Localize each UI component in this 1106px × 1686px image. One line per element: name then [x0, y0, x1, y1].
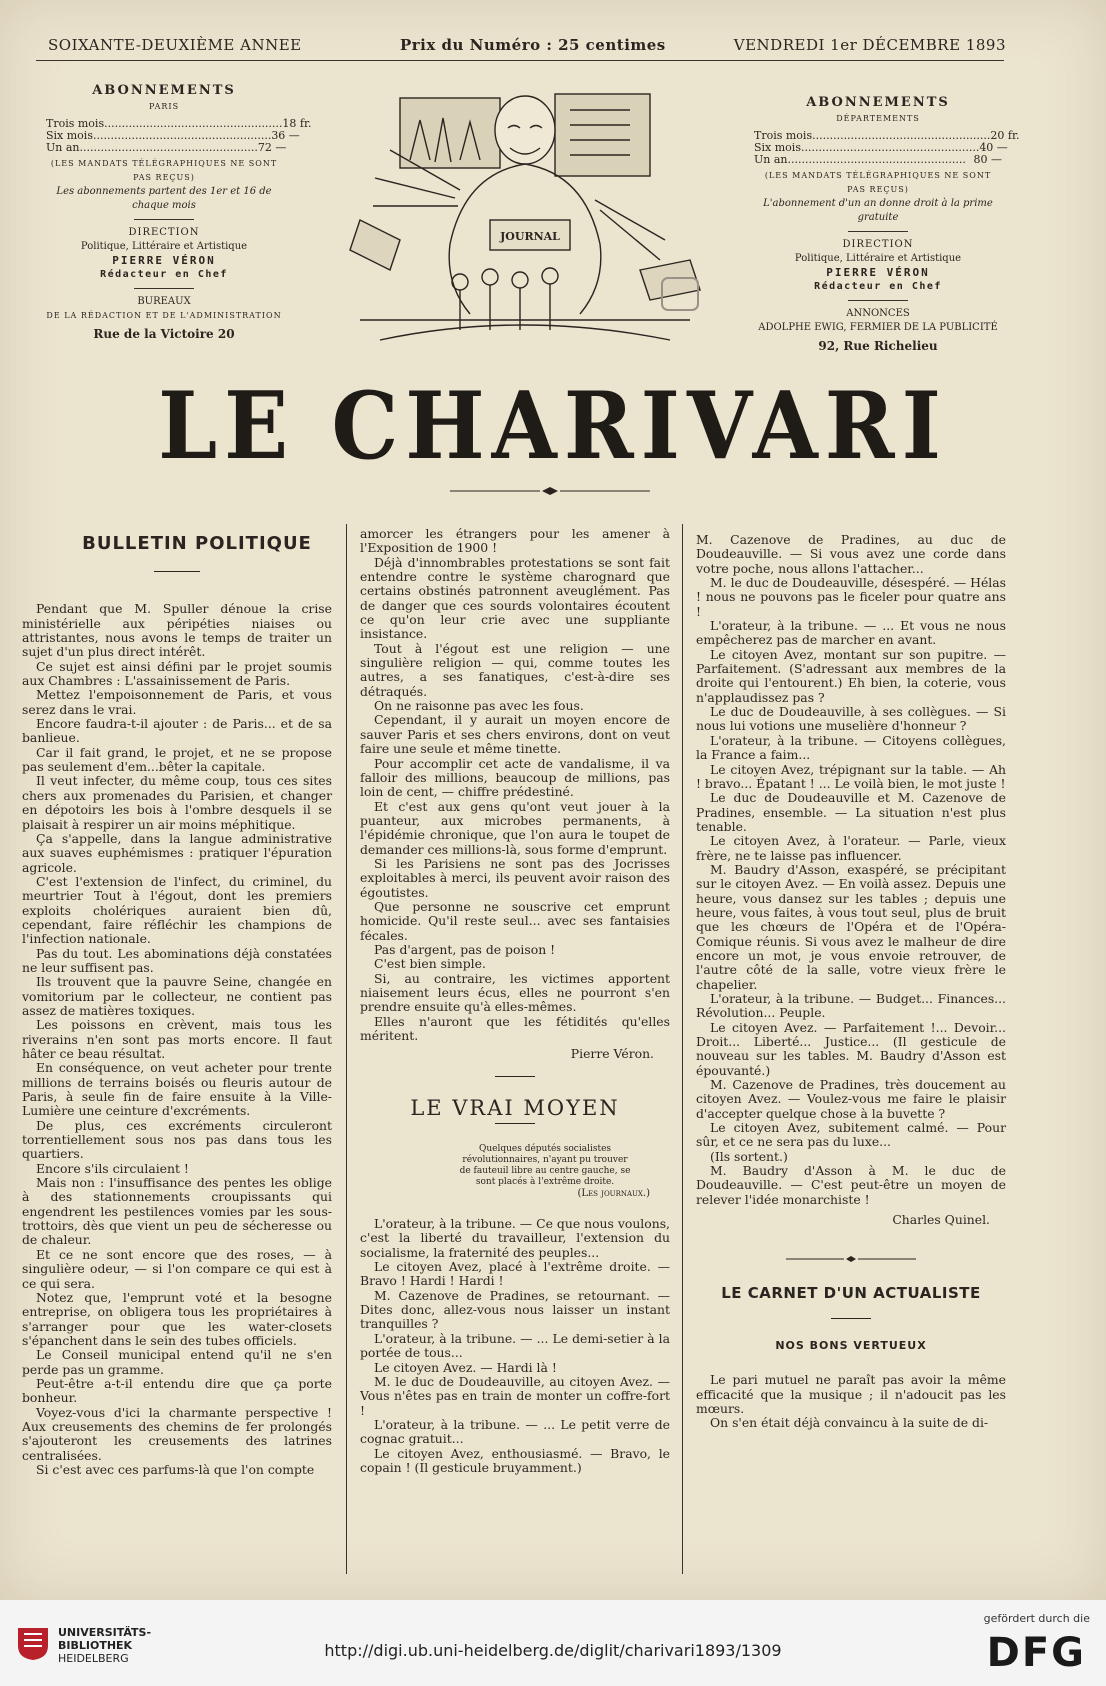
direction-title: DIRECTION	[842, 239, 914, 250]
column-middle	[360, 527, 670, 1475]
masthead-ornament	[450, 486, 650, 496]
subscriptions-sub: PARIS	[148, 102, 180, 111]
paragraph: Mettez l'empoisonnement de Paris, et vous serez dans le vrai.	[22, 687, 332, 717]
editor-role: Rédacteur en Chef	[814, 281, 942, 292]
paragraph: Et ce ne sont encore que des roses, — à singulière odeur, — si l'on compare ce qui est à ce qui sera.	[22, 1246, 332, 1291]
column-separator	[346, 524, 347, 1574]
paragraph: Le citoyen Avez, montant sur son pupitre. — Parfaitement. (S'adressant aux membres de la droite qui l'entourent.) Eh bien, la coterie, vous n'applaudissez pas ?	[696, 646, 1006, 705]
paragraph: On s'en était déjà convaincu à la suite de di-	[710, 1415, 989, 1431]
article-body	[360, 527, 670, 1043]
prime-note: L'abonnement d'un an donne droit à la prime gratuite	[763, 198, 993, 223]
rate-row: Trois mois ................................................... 18 fr.	[46, 117, 312, 130]
paragraph: M. Baudry d'Asson, exaspéré, se précipitant sur le citoyen Avez. — En voilà assez. Depuis une heure, vous dansez sur les tables ; depuis une heure, vous faites, à vous tout seul, plus de bruit que les chœurs de l'Opéra et de l'Opéra-Comique réunis. Si vous avez le malheur de dire encore un mot, je vous envoie retrouver, de l'autre côté de la salle, votre vieux frère le chapelier.	[696, 861, 1006, 992]
library-line: UNIVERSITÄTS-	[58, 1626, 152, 1639]
heading-rule	[154, 571, 200, 572]
paragraph: Ils trouvent que la pauvre Seine, changée en vomitorium par le collecteur, ne contient pas assez de matières toxiques.	[22, 974, 332, 1018]
paragraph: Le citoyen Avez, trépignant sur la table. — Ah ! bravo... Épatant ! ... Le voilà bien, le mot juste !	[696, 761, 1006, 791]
paragraph: Car il fait grand, le projet, et ne se propose pas seulement d'em...bêter la capitale.	[22, 744, 332, 775]
paragraph: Ce sujet est ainsi défini par le projet soumis aux Chambres : L'assainissement de Paris.	[22, 658, 332, 689]
top-rule	[36, 60, 1004, 61]
column-bulletin-politique	[22, 533, 332, 1477]
paragraph: Encore s'ils circulaient !	[36, 1160, 189, 1176]
rate-row: Un an ................................................... 72 —	[46, 141, 287, 154]
dialogue-body	[360, 1217, 670, 1475]
author-signature: Pierre Véron.	[570, 1046, 654, 1062]
paragraph: Notez que, l'emprunt voté et la besogne entreprise, on obligera tous les propriétaires à s'arranger pour que les water-closets s'épanchent dans le sein des tubes officiels.	[22, 1289, 332, 1348]
paragraph: Elles n'auront que les fétidités qu'elles méritent.	[360, 1013, 670, 1044]
rate-row: Un an ................................................... 80 —	[754, 153, 1002, 166]
paragraph: Si, au contraire, les victimes apportent niaisement leurs écus, elles ne pourront s'en prendre ensuite qu'à elles-mêmes.	[360, 970, 670, 1015]
divider	[134, 219, 194, 220]
annonces-line: ADOLPHE EWIG, FERMIER DE LA PUBLICITÉ	[758, 322, 998, 333]
article-body	[22, 602, 332, 1477]
paragraph: Voyez-vous d'ici la charmante perspective ! Aux creusements des chemins de fer prolongés s'ajouteront les creusements des latrines centralisées.	[22, 1404, 332, 1463]
bureaux-title: BUREAUX	[137, 296, 191, 307]
subscriptions-paris	[46, 83, 312, 341]
funding-note: gefördert durch die	[983, 1612, 1090, 1625]
subscriptions-departements	[754, 95, 1020, 353]
illustration-label: JOURNAL	[500, 230, 560, 243]
paragraph: Pour accomplir cet acte de vandalisme, il va falloir des millions, beaucoup de millions, pas loin de cent, — chiffre prédestiné.	[360, 755, 670, 800]
paragraph: Il veut infecter, du même coup, tous ces sites chers aux promenades du Parisien, et changer en dépotoirs les bois à l'ombre desquels il se plaisait à respirer un air moins méphitique.	[22, 773, 332, 832]
permalink[interactable]: http://digi.ub.uni-heidelberg.de/diglit/charivari1893/1309	[324, 1641, 782, 1660]
epigraph-source: (Les journaux.)	[577, 1188, 650, 1200]
dfg-logo: DFG	[986, 1630, 1086, 1676]
section-ornament	[786, 1254, 916, 1264]
paragraph: Déjà d'innombrables protestations se sont fait entendre contre le système charognard que certains obstinés patronnent aveuglément. Pas de danger que ces sourds volontaires écoutent ce qu'on leur crie avec une suppliante insistance.	[360, 554, 670, 642]
paragraph: L'orateur, à la tribune. — ... Le petit verre de cognac gratuit...	[360, 1416, 670, 1447]
subscription-start: Les abonnements partent des 1er et 16 de chaque mois	[56, 186, 272, 211]
subscriptions-title: ABONNEMENTS	[92, 83, 236, 98]
section-heading: LE VRAI MOYEN	[410, 1095, 620, 1120]
paragraph: Le citoyen Avez, à l'orateur. — Parle, vieux frère, ne te laisse pas influencer.	[696, 833, 1006, 863]
rates-list	[754, 129, 1020, 166]
editor-name: PIERRE VÉRON	[826, 266, 930, 279]
paragraph: Peut-être a-t-il entendu dire que ça porte bonheur.	[22, 1375, 332, 1406]
section-heading: LE CARNET D'UN ACTUALISTE	[721, 1283, 981, 1302]
paragraph: L'orateur, à la tribune. — Citoyens collègues, la France a faim...	[696, 732, 1006, 763]
paragraph: De plus, ces excréments circuleront torrentiellement sous nos pas dans tous les quartiers.	[22, 1117, 332, 1162]
paragraph: L'orateur, à la tribune. — ... Et vous ne nous empêcherez pas de marcher en avant.	[696, 618, 1006, 648]
paragraph: Tout à l'égout est une religion — une singulière religion — qui, comme toutes les autres, a ses fanatiques, c'est-à-dire ses détraqués.	[360, 640, 670, 699]
epigraph: Quelques députés socialistes révolutionnaires, n'ayant pu trouver de fauteuil libre au centre gauche, se sont placés à l'extrême droite.	[459, 1144, 631, 1188]
paragraph: C'est l'extension de l'infect, du criminel, du meurtrier Tout à l'égout, dont les premiers exploits cholériques auraient bien dû, cependant, faire réfléchir les champions de l'infection nationale.	[22, 873, 332, 947]
subscriptions-title: ABONNEMENTS	[806, 95, 950, 110]
paragraph: Cependant, il y aurait un moyen encore de sauver Paris et ses chers environs, dont on veut faire une seule et même tinette.	[360, 712, 670, 757]
divider	[848, 231, 908, 232]
column-right	[696, 533, 1006, 1431]
paragraph: M. Baudry d'Asson à M. le duc de Doudeauville. — C'est peut-être un moyen de relever l'idée monarchiste !	[696, 1163, 1006, 1207]
section-heading: BULLETIN POLITIQUE	[82, 533, 312, 554]
rate-row: Six mois ................................................... 36 —	[46, 129, 300, 142]
caricature-illustration	[340, 70, 710, 360]
paragraph: On ne raisonne pas avec les fous.	[374, 698, 584, 714]
paragraph: Le duc de Doudeauville, à ses collègues. — Si nous lui votions une muselière d'honneur ?	[696, 704, 1006, 734]
rates-list	[46, 117, 312, 154]
divider	[848, 300, 908, 301]
paragraph: M. Cazenove de Pradines, très doucement au citoyen Avez. — Voulez-vous me faire le plaisir d'accepter quelque chose à la buvette ?	[696, 1077, 1006, 1121]
paragraph: En conséquence, on veut acheter pour trente millions de terrains boisés ou fleuris autour de Paris, à seule fin de faire ensuite à la Ville-Lumière une ceinture d'excréments.	[22, 1060, 332, 1119]
annonces-title: ANNONCES	[846, 308, 910, 319]
paragraph: Le duc de Doudeauville et M. Cazenove de Pradines, ensemble. — La situation n'est plus tenable.	[696, 790, 1006, 834]
price-label: Prix du Numéro : 25 centimes	[400, 36, 666, 54]
library-line: BIBLIOTHEK	[58, 1639, 133, 1652]
paragraph: Le citoyen Avez. — Parfaitement !... Devoir... Droit... Liberté... Justice... (Il gesticule de nouveau sur les tables. M. Baudry d'Asson est épouvanté.)	[696, 1019, 1006, 1078]
direction-line: Politique, Littéraire et Artistique	[794, 253, 962, 264]
rate-row: Trois mois ................................................... 20 fr.	[754, 129, 1020, 142]
paragraph: Le Conseil municipal entend qu'il ne s'en perde pas un gramme.	[22, 1347, 332, 1377]
paragraph: C'est bien simple.	[374, 956, 486, 972]
paragraph: Et c'est aux gens qu'ont veut jouer à la puanteur, aux microbes permanents, à l'épidémie chronique, que l'on aura le toupet de demander ces millions-là, sous forme d'emprunt.	[360, 798, 670, 857]
paragraph: Si c'est avec ces parfums-là que l'on compte	[36, 1461, 315, 1477]
paragraph: Le citoyen Avez, enthousiasmé. — Bravo, le copain ! (Il gesticule bruyamment.)	[360, 1445, 670, 1475]
paragraph: M. le duc de Doudeauville, au citoyen Avez. — Vous n'êtes pas en train de monter un coffre-fort !	[360, 1373, 670, 1418]
heading-rule	[495, 1123, 535, 1124]
subheading: NOS BONS VERTUEUX	[775, 1338, 927, 1352]
paragraph: Les poissons en crèvent, mais tous les riverains n'en sont pas morts encore. Il faut hâter ce beau résultat.	[22, 1017, 332, 1061]
paragraph: Que personne ne souscrive cet emprunt homicide. Qu'il reste seul... avec ses fantaisies fécales.	[360, 898, 670, 943]
digitization-footer	[0, 1600, 1106, 1686]
paragraph: L'orateur, à la tribune. — ... Le demi-setier à la portée de tous...	[360, 1330, 670, 1361]
article-body	[696, 1373, 1006, 1430]
year-label: SOIXANTE-DEUXIÈME ANNEE	[48, 36, 302, 54]
paragraph: Encore faudra-t-il ajouter : de Paris... et de sa banlieue.	[22, 716, 332, 746]
direction-line: Politique, Littéraire et Artistique	[80, 241, 248, 252]
article-rule	[495, 1076, 535, 1077]
library-line: HEIDELBERG	[58, 1652, 129, 1665]
subscriptions-sub: DÉPARTEMENTS	[836, 114, 920, 123]
date-label: VENDREDI 1er DÉCEMBRE 1893	[733, 36, 1006, 54]
column-separator	[682, 524, 683, 1574]
direction-title: DIRECTION	[128, 227, 200, 238]
rate-row: Six mois ................................................... 40 —	[754, 141, 1008, 154]
paragraph: Pas du tout. Les abominations déjà constatées ne leur suffisent pas.	[22, 945, 332, 975]
masthead-title: LE CHARIVARI	[158, 371, 948, 480]
paragraph: (Ils sortent.)	[710, 1148, 788, 1164]
telegraph-note: (LES MANDATS TÉLÉGRAPHIQUES NE SONT PAS REÇUS)	[764, 171, 992, 194]
bureaux-line: DE LA RÉDACTION ET DE L'ADMINISTRATION	[46, 311, 282, 320]
paragraph: Ça s'appelle, dans la langue administrative aux suaves euphémismes : pratiquer l'épuration agricole.	[22, 830, 332, 875]
paragraph: Le pari mutuel ne paraît pas avoir la même efficacité que la musique ; il n'adoucit pas les mœurs.	[696, 1372, 1006, 1416]
paragraph: M. Cazenove de Pradines, au duc de Doudeauville. — Si vous avez une corde dans votre poche, nous allons l'attacher...	[696, 532, 1006, 576]
paragraph: M. le duc de Doudeauville, désespéré. — Hélas ! nous ne pouvons pas le ficeler pour quatre ans !	[696, 575, 1006, 619]
paragraph: L'orateur, à la tribune. — Ce que nous voulons, c'est la liberté du travailleur, l'extension du socialisme, la fraternité des peuples...	[360, 1216, 670, 1260]
paragraph: amorcer les étrangers pour les amener à l'Exposition de 1900 !	[360, 526, 670, 556]
library-stamp-icon	[660, 276, 700, 312]
paragraph: M. Cazenove de Pradines, se retournant. — Dites donc, allez-vous nous laisser un instant tranquilles ?	[360, 1287, 670, 1332]
paragraph: Le citoyen Avez, subitement calmé. — Pour sûr, et ce ne sera pas du luxe...	[696, 1120, 1006, 1150]
bureaux-address: Rue de la Victoire 20	[93, 327, 235, 341]
editor-role: Rédacteur en Chef	[100, 269, 228, 280]
author-signature: Charles Quinel.	[892, 1212, 990, 1228]
paragraph: Si les Parisiens ne sont pas des Jocrisses exploitables à merci, ils peuvent avoir raison des égoutistes.	[360, 855, 670, 900]
paragraph: Le citoyen Avez. — Hardi là !	[374, 1359, 557, 1375]
paragraph: Mais non : l'insuffisance des pentes les oblige à des stationnements croupissants qui engendrent les pestilences vomies par les sous-trottoirs, dès que vient un peu de sécheresse ou de chaleur.	[22, 1175, 332, 1248]
dialogue-body	[696, 533, 1006, 1207]
paragraph: Le citoyen Avez, placé à l'extrême droite. — Bravo ! Hardi ! Hardi !	[360, 1259, 670, 1289]
paragraph: L'orateur, à la tribune. — Budget... Finances... Révolution... Peuple.	[696, 991, 1006, 1021]
editor-name: PIERRE VÉRON	[112, 254, 216, 267]
divider	[134, 288, 194, 289]
dateline	[48, 36, 1006, 58]
paragraph: Pas d'argent, pas de poison !	[374, 941, 556, 957]
heading-rule	[831, 1318, 871, 1319]
annonces-address: 92, Rue Richelieu	[818, 339, 938, 353]
paragraph: Pendant que M. Spuller dénoue la crise ministérielle aux péripéties niaises ou attristantes, nous avons le temps de traiter un sujet d'un plus direct intérêt.	[22, 601, 332, 660]
telegraph-note: (LES MANDATS TÉLÉGRAPHIQUES NE SONT PAS REÇUS)	[50, 159, 278, 182]
